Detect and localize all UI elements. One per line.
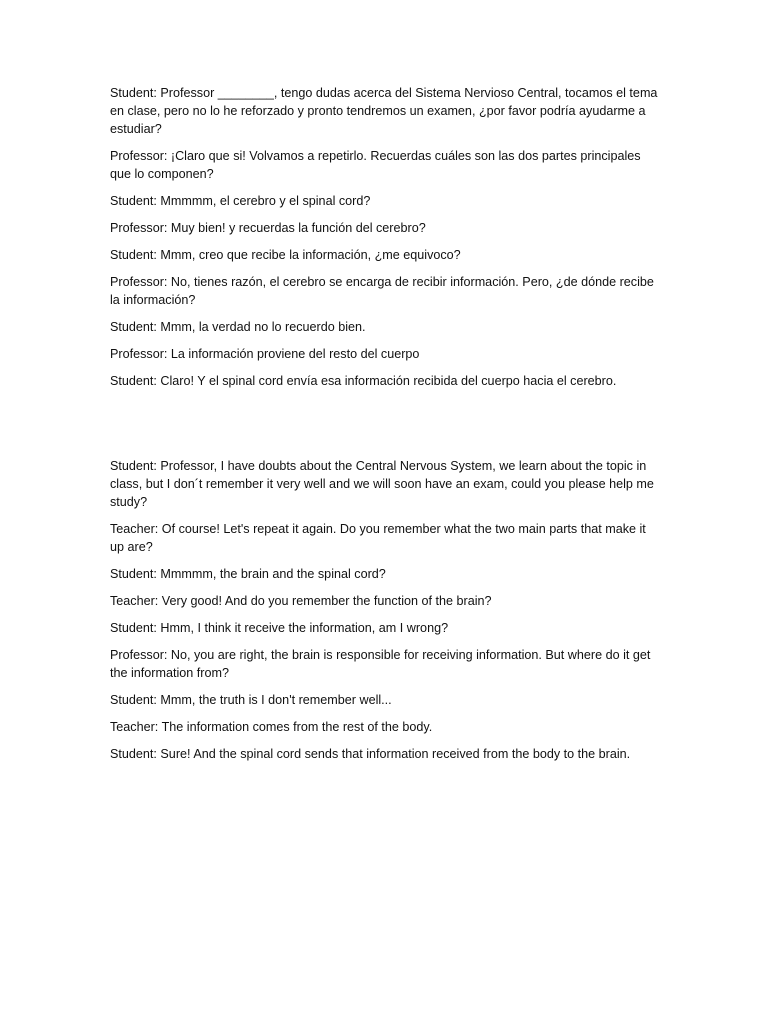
dialogue-line: Professor: ¡Claro que si! Volvamos a repetirlo. Recuerdas cuáles son las dos partes principales que lo componen?: [110, 149, 641, 181]
english-dialogue-section: [110, 457, 662, 772]
dialogue-line: Student: Professor, I have doubts about the Central Nervous System, we learn about the topic in class, but I don´t remember it very well and we will soon have an exam, could you please help me study?: [110, 459, 654, 509]
dialogue-line: Student: Mmm, the truth is I don't remember well...: [110, 693, 392, 707]
dialogue-line: Teacher: Of course! Let's repeat it again. Do you remember what the two main parts that make it up are?: [110, 522, 646, 554]
dialogue-line: Professor: No, tienes razón, el cerebro se encarga de recibir información. Pero, ¿de dónde recibe la información?: [110, 275, 654, 307]
dialogue-line: Teacher: Very good! And do you remember the function of the brain?: [110, 594, 492, 608]
dialogue-line: Student: Mmm, la verdad no lo recuerdo bien.: [110, 320, 366, 334]
dialogue-line: Student: Sure! And the spinal cord sends that information received from the body to the brain.: [110, 747, 631, 761]
dialogue-line: Student: Mmmmm, the brain and the spinal cord?: [110, 567, 386, 581]
dialogue-line: Professor: No, you are right, the brain is responsible for receiving information. But where do it get the information from?: [110, 648, 651, 680]
dialogue-line: Professor: Muy bien! y recuerdas la función del cerebro?: [110, 221, 426, 235]
dialogue-line: Student: Hmm, I think it receive the information, am I wrong?: [110, 621, 449, 635]
dialogue-line: Student: Professor ________, tengo dudas acerca del Sistema Nervioso Central, tocamos el tema en clase, pero no lo he reforzado y pronto tendremos un examen, ¿por favor podría ayudarme a estudiar?: [110, 86, 658, 136]
spanish-dialogue-section: [110, 84, 662, 399]
dialogue-line: Professor: La información proviene del resto del cuerpo: [110, 347, 420, 361]
dialogue-line: Student: Mmmmm, el cerebro y el spinal cord?: [110, 194, 371, 208]
dialogue-line: Teacher: The information comes from the rest of the body.: [110, 720, 433, 734]
dialogue-line: Student: Mmm, creo que recibe la información, ¿me equivoco?: [110, 248, 461, 262]
dialogue-line: Student: Claro! Y el spinal cord envía esa información recibida del cuerpo hacia el cerebro.: [110, 374, 617, 388]
